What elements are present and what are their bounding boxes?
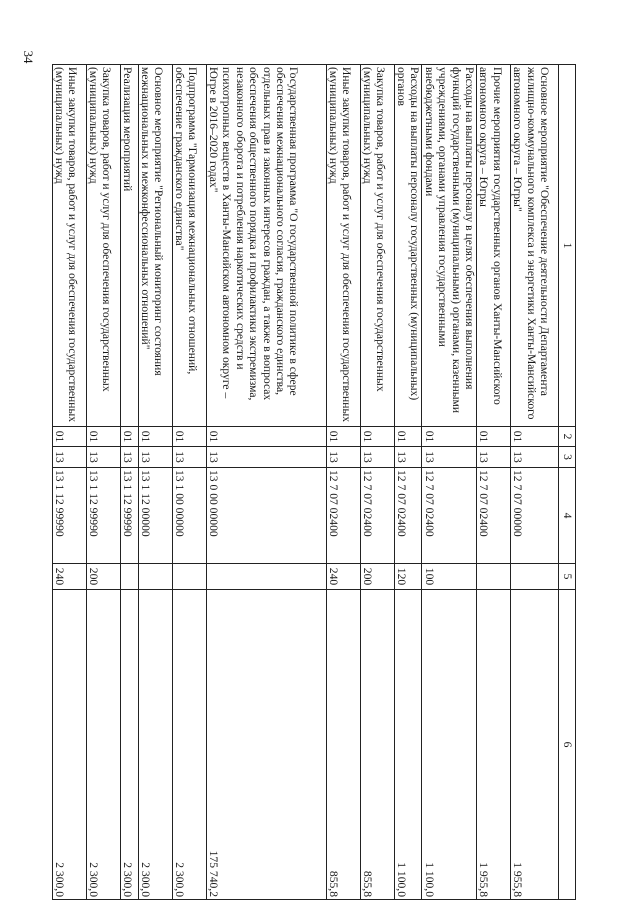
row-sum: 2 300,0 [52, 590, 86, 900]
row-target-code: 13 1 12 99990 [86, 468, 120, 564]
row-subsection: 13 [326, 447, 360, 468]
row-name: Закупка товаров, работ и услуг для обеспечения государственных (муниципальных) нужд [360, 65, 394, 427]
row-subsection: 13 [120, 447, 138, 468]
row-expense-type [120, 564, 138, 590]
row-section: 01 [138, 427, 172, 447]
table-row [138, 65, 172, 900]
row-name: Иные закупки товаров, работ и услуг для обеспечения государственных (муниципальных) нужд [326, 65, 360, 427]
col-name-header: 1 [559, 65, 576, 427]
row-expense-type [511, 564, 559, 590]
row-subsection: 13 [206, 447, 326, 468]
row-target-code: 12 7 07 02400 [422, 468, 477, 564]
row-target-code: 12 7 07 00000 [511, 468, 559, 564]
row-subsection: 13 [138, 447, 172, 468]
row-target-code: 12 7 07 02400 [326, 468, 360, 564]
row-section: 01 [326, 427, 360, 447]
row-subsection: 13 [52, 447, 86, 468]
row-expense-type [477, 564, 511, 590]
table-row [360, 65, 394, 900]
row-name: Подпрограмма "Гармонизация межнациональных отношений, обеспечение гражданского единства" [172, 65, 206, 427]
table-row [172, 65, 206, 900]
row-target-code: 12 7 07 02400 [360, 468, 394, 564]
row-name: Иные закупки товаров, работ и услуг для обеспечения государственных (муниципальных) нужд [52, 65, 86, 427]
row-section: 01 [360, 427, 394, 447]
row-section: 01 [511, 427, 559, 447]
table-row [394, 65, 422, 900]
row-subsection: 13 [511, 447, 559, 468]
table-row [422, 65, 477, 900]
row-sum: 1 955,8 [477, 590, 511, 900]
row-expense-type: 100 [422, 564, 477, 590]
row-target-code: 13 1 12 99990 [52, 468, 86, 564]
row-section: 01 [172, 427, 206, 447]
row-subsection: 13 [422, 447, 477, 468]
row-expense-type: 240 [326, 564, 360, 590]
row-name: Основное мероприятие "Региональный мониторинг состояния межнациональных и межконфессиональных отношений" [138, 65, 172, 427]
row-subsection: 13 [360, 447, 394, 468]
col-sum-header: 6 [559, 590, 576, 900]
row-name: Закупка товаров, работ и услуг для обеспечения государственных (муниципальных) нужд [86, 65, 120, 427]
row-expense-type: 200 [360, 564, 394, 590]
col-type-header: 5 [559, 564, 576, 590]
row-section: 01 [206, 427, 326, 447]
col-subsection-header: 3 [559, 447, 576, 468]
row-section: 01 [120, 427, 138, 447]
row-sum: 855,8 [360, 590, 394, 900]
row-name: Основное мероприятие "Обеспечение деятельности Департамента жилищно-коммунального комплекса и энергетики Ханты-Мансийского автономного округа – Югры" [511, 65, 559, 427]
row-target-code: 12 7 07 02400 [394, 468, 422, 564]
row-name: Расходы на выплаты персоналу государственных (муниципальных) органов [394, 65, 422, 427]
row-sum: 2 300,0 [86, 590, 120, 900]
table-row [52, 65, 86, 900]
row-sum: 855,8 [326, 590, 360, 900]
row-sum: 175 740,2 [206, 590, 326, 900]
row-expense-type [206, 564, 326, 590]
row-section: 01 [477, 427, 511, 447]
row-sum: 2 300,0 [138, 590, 172, 900]
budget-table [52, 64, 576, 900]
col-target-header: 4 [559, 468, 576, 564]
col-section-header: 2 [559, 427, 576, 447]
row-name: Расходы на выплаты персоналу в целях обеспечения выполнения функций государственными (муниципальными) органами, казенными учреждениями, органами управления государственными внебюджетными фондами [422, 65, 477, 427]
row-target-code: 13 1 12 00000 [138, 468, 172, 564]
row-sum: 1 955,8 [511, 590, 559, 900]
table-row [326, 65, 360, 900]
row-name: Реализация мероприятий [120, 65, 138, 427]
row-section: 01 [422, 427, 477, 447]
row-subsection: 13 [394, 447, 422, 468]
table-row [86, 65, 120, 900]
table-row [477, 65, 511, 900]
table-row [511, 65, 559, 900]
row-expense-type [138, 564, 172, 590]
row-target-code: 12 7 07 02400 [477, 468, 511, 564]
row-expense-type: 120 [394, 564, 422, 590]
row-section: 01 [86, 427, 120, 447]
row-section: 01 [52, 427, 86, 447]
row-subsection: 13 [86, 447, 120, 468]
row-sum: 1 100,0 [422, 590, 477, 900]
table-row [206, 65, 326, 900]
row-section: 01 [394, 427, 422, 447]
row-sum: 2 300,0 [120, 590, 138, 900]
row-sum: 1 100,0 [394, 590, 422, 900]
row-name: Прочие мероприятия государственных органов Ханты-Мансийского автономного округа – Югры [477, 65, 511, 427]
row-subsection: 13 [477, 447, 511, 468]
row-name: Государственная программа "О государственной политике в сфере обеспечения межнационального согласия, гражданского единства, отдельных прав и законных интересов граждан, а также в вопросах обеспечения общественного порядка и профилактики экстремизма, незаконного оборота и потребления наркотических средств и психотропных веществ в Ханты-Мансийском автономном округе – Югре в 2016–2020 годах" [206, 65, 326, 427]
row-expense-type: 200 [86, 564, 120, 590]
row-subsection: 13 [172, 447, 206, 468]
table-row [120, 65, 138, 900]
row-target-code: 13 1 12 99990 [120, 468, 138, 564]
row-target-code: 13 0 00 00000 [206, 468, 326, 564]
page-number: 34 [21, 50, 36, 64]
row-sum: 2 300,0 [172, 590, 206, 900]
row-expense-type: 240 [52, 564, 86, 590]
row-target-code: 13 1 00 00000 [172, 468, 206, 564]
rotated-table-container [52, 64, 576, 899]
table-header-row [559, 65, 576, 900]
row-expense-type [172, 564, 206, 590]
